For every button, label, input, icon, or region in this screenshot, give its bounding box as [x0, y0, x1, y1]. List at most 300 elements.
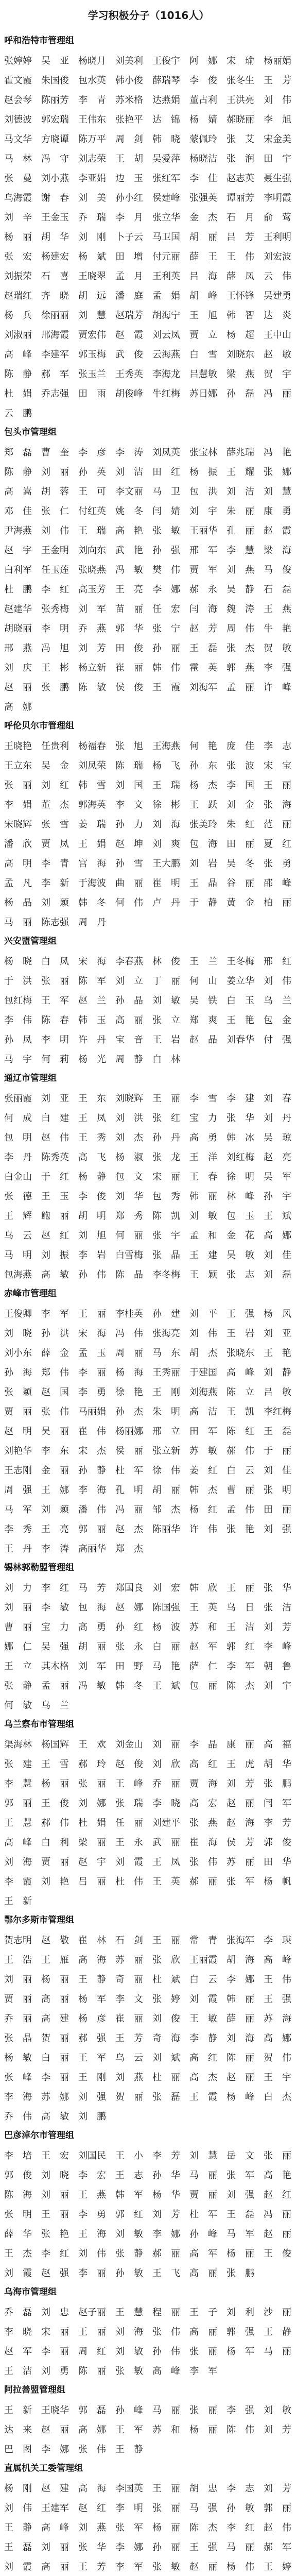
member-name: 刘小燕	[41, 173, 69, 184]
member-name: 梁海	[264, 545, 291, 556]
member-name: 刘静	[264, 1367, 291, 1378]
member-name: 张伟	[152, 2327, 180, 2337]
member-name: 付红英	[78, 506, 106, 517]
member-name: 宋丽	[152, 1172, 180, 1182]
member-name: 康勇	[264, 506, 291, 517]
member-name: 李红	[41, 584, 69, 595]
member-name: 薛丽	[226, 2013, 254, 2024]
member-name: 陈志强	[41, 917, 69, 928]
member-name: 徐明	[226, 1172, 254, 1182]
member-name: 霍英	[189, 663, 217, 673]
member-name: 张丽	[41, 976, 69, 987]
member-name: 赵丽	[226, 2072, 254, 2083]
member-name: 高艳	[264, 2170, 291, 2181]
member-name: 李强	[264, 663, 291, 673]
member-name: 陈晶	[115, 1269, 143, 1280]
member-name: 苏和	[189, 1622, 217, 1633]
member-name: 曹丽	[4, 1622, 32, 1633]
member-name: 白云	[189, 1974, 217, 1985]
member-name: 赵子丽	[78, 2307, 106, 2318]
member-name: 王虎	[226, 1759, 254, 1770]
member-name: 张曼	[4, 173, 32, 184]
member-name: 苏丽	[226, 1857, 254, 1868]
member-name: 赵敏	[264, 349, 291, 360]
member-name: 王海	[78, 2229, 106, 2240]
member-name: 张婷婷	[4, 56, 32, 66]
section-block	[4, 1715, 293, 1910]
member-name: 李明霞	[264, 193, 291, 204]
member-name: 金花	[226, 1230, 254, 1241]
member-name: 张鹏	[226, 2268, 254, 2279]
member-name: 梁燕	[226, 369, 254, 380]
member-name: 李东	[41, 1446, 69, 1456]
member-name: 郝强	[78, 2033, 106, 2044]
member-name: 张红军	[152, 173, 180, 184]
member-name: 许峰	[264, 682, 291, 693]
member-name: 郝永	[189, 584, 217, 595]
member-name: 刘佳	[264, 1465, 291, 1476]
member-name: 刘艳	[41, 1876, 69, 1887]
member-name: 郭燕	[226, 663, 254, 673]
member-name: 杨兵	[4, 310, 32, 321]
member-name: 李红	[41, 2248, 69, 2259]
member-name: 王丽华	[189, 526, 217, 536]
member-name: 刘颖	[41, 897, 69, 908]
member-name: 杨晓	[4, 956, 32, 967]
member-name: 武丽	[152, 1837, 180, 1848]
member-name: 宝力	[41, 1622, 69, 1633]
member-name: 邢燕	[4, 643, 32, 654]
member-name: 陈秀英	[41, 1152, 69, 1163]
member-name: 马强	[189, 2503, 217, 2514]
member-name: 高海	[78, 2483, 106, 2494]
member-name: 李俊	[78, 1191, 106, 1202]
member-name: 郭红	[115, 2209, 143, 2220]
member-name: 孙小红	[115, 193, 143, 204]
member-name: 王宏	[41, 2150, 69, 2161]
member-name: 赵坤	[115, 839, 143, 850]
member-name: 武俊	[115, 349, 143, 360]
member-name: 徐彬	[152, 800, 180, 810]
member-name: 付强	[264, 1035, 291, 1045]
member-name: 陈万平	[78, 134, 106, 145]
member-name: 王丹	[4, 1544, 32, 1554]
member-name: 李军	[41, 1309, 69, 1319]
member-name: 陈红	[226, 1426, 254, 1437]
member-name: 王利英	[152, 271, 180, 282]
member-name: 刘芳	[264, 2425, 291, 2435]
member-name: 李宏	[78, 2170, 106, 2181]
member-name: 白利军	[4, 565, 32, 575]
member-name: 李瑛	[264, 1935, 291, 1946]
member-name: 刘国民	[78, 2150, 106, 2161]
member-name: 王俊宇	[152, 56, 180, 66]
member-name: 朱丽	[226, 506, 254, 517]
member-name: 高玉芳	[78, 584, 106, 595]
member-name: 刘海	[115, 2327, 143, 2337]
member-name: 陈杰	[226, 1681, 254, 1691]
member-name: 俞莺	[264, 212, 291, 223]
member-name: 刘慧	[78, 310, 106, 321]
member-name: 张龙	[152, 1152, 180, 1163]
member-name: 韩冬	[115, 1681, 143, 1691]
member-name: 何伟	[115, 897, 143, 908]
member-name: 乌云	[115, 2053, 143, 2063]
member-name: 孟丽	[41, 1681, 69, 1691]
member-name: 李月	[115, 212, 143, 223]
member-name: 曹丽	[226, 1485, 254, 1496]
name-grid	[4, 1303, 293, 1558]
member-name: 田俊	[115, 643, 143, 654]
member-name: 朱明	[152, 1406, 180, 1417]
member-name: 张勇	[264, 858, 291, 869]
member-name: 杨丽	[41, 1778, 69, 1789]
member-name: 刘德波	[4, 114, 32, 125]
member-name: 武艳	[115, 545, 143, 556]
member-name: 王颖	[189, 1269, 217, 1280]
member-name: 陈静	[4, 467, 32, 478]
member-name: 许伟	[189, 1524, 217, 1535]
member-name: 高飞	[78, 1152, 106, 1163]
member-name: 李建军	[41, 349, 69, 360]
member-name: 付元丽	[152, 251, 180, 262]
name-grid	[4, 442, 293, 716]
member-name: 刘丽	[41, 2542, 69, 2553]
member-name: 白雪	[189, 349, 217, 360]
member-name: 刘旭	[78, 1230, 106, 1241]
member-name: 赵宇	[78, 1857, 106, 1868]
section-block	[4, 2380, 293, 2459]
member-name: 张艾	[226, 134, 254, 145]
member-name: 刘强	[78, 2092, 106, 2103]
member-name: 马丽	[264, 2346, 291, 2357]
member-name: 杜斌	[152, 1974, 180, 1985]
member-name: 薛王	[189, 251, 217, 262]
member-name: 刘春华	[226, 1035, 254, 1045]
member-name: 刘云凤	[152, 330, 180, 341]
member-name: 张敏	[152, 2562, 180, 2572]
section-header: 兴安盟管理组	[4, 936, 57, 946]
member-name: 张伟	[78, 2444, 106, 2455]
member-name: 王亮	[115, 584, 143, 595]
member-name: 王强	[226, 1309, 254, 1319]
member-name: 苏娜	[41, 2092, 69, 2103]
member-name: 张艳平	[115, 114, 143, 125]
member-name: 郝丽	[189, 1876, 217, 1887]
member-name: 周强	[4, 1485, 32, 1496]
member-name: 乔燕	[78, 623, 106, 634]
member-name: 郝军	[41, 369, 69, 380]
member-name: 赵明	[4, 1426, 32, 1437]
member-name: 刘建平	[152, 1818, 180, 1828]
member-name: 郝晓丽	[226, 114, 254, 125]
member-name: 高娜	[264, 1230, 291, 1241]
member-name: 刘亚	[41, 1093, 69, 1104]
member-name: 孙伟	[78, 1269, 106, 1280]
member-name: 贾立	[189, 330, 217, 341]
name-grid	[4, 2145, 293, 2282]
member-name: 王怀锋	[226, 291, 254, 301]
member-name: 贾丽	[4, 1994, 32, 2005]
member-name: 李文丽	[115, 486, 143, 497]
member-name: 赵霞	[264, 526, 291, 536]
member-name: 孟凡	[4, 878, 32, 889]
member-name: 王雪	[41, 1759, 69, 1770]
member-name: 王晓艳	[4, 741, 32, 752]
member-name: 乔磊	[4, 2307, 32, 2318]
member-name: 周丽	[115, 1348, 143, 1359]
member-name: 张立	[152, 1015, 180, 1026]
member-name: 高宏	[189, 1798, 217, 1809]
member-name: 高杰	[189, 2072, 217, 2083]
member-name: 牛艳	[264, 623, 291, 634]
member-name: 孙磊	[226, 388, 254, 399]
member-name: 刘丽	[152, 1739, 180, 1750]
section-header: 通辽市管理组	[4, 1073, 57, 1083]
member-name: 宋丽	[41, 2327, 69, 2337]
member-name: 孟伟	[226, 1504, 254, 1515]
member-name: 郭强	[226, 2327, 254, 2337]
member-name: 王大鹏	[152, 858, 180, 869]
member-name: 王燕	[78, 2190, 106, 2200]
member-name: 郝玲	[78, 1759, 106, 1770]
member-name: 杨丽	[226, 2248, 254, 2259]
member-name: 刘红	[41, 780, 69, 791]
member-name: 王娟	[78, 839, 106, 850]
section-block	[4, 1069, 293, 1284]
member-name: 赵强	[41, 2268, 69, 2279]
member-name: 刘霞	[4, 2562, 32, 2572]
member-name: 刘伟	[264, 95, 291, 106]
member-name: 马俊	[264, 565, 291, 575]
member-name: 渠海林	[4, 1739, 32, 1750]
member-name: 冯艳	[264, 447, 291, 458]
member-name: 孙东	[189, 760, 217, 771]
member-name: 杨斌	[78, 251, 106, 262]
member-name: 刘颖	[41, 1504, 69, 1515]
member-name: 郭俊	[264, 1837, 291, 1848]
member-name: 王辉	[4, 1211, 32, 1222]
member-name: 张艳	[226, 1524, 254, 1535]
member-name: 王芳	[115, 2033, 143, 2044]
member-name: 李岩	[78, 1250, 106, 1261]
member-name: 王强	[264, 1994, 291, 2005]
member-name: 高红	[189, 2053, 217, 2063]
member-name: 王静	[115, 2444, 143, 2455]
member-name: 孙丽	[152, 2542, 180, 2553]
member-name: 张仁	[41, 506, 69, 517]
member-name: 孙静	[78, 1465, 106, 1476]
member-name: 王志刚	[4, 1465, 32, 1476]
member-name: 胡华	[264, 1759, 291, 1770]
member-name: 张明	[4, 2209, 32, 2220]
member-name: 李强	[226, 2405, 254, 2416]
member-name: 苏海	[264, 2013, 291, 2024]
member-name: 李晶	[189, 1739, 217, 1750]
section-header: 锡林郭勒盟管理组	[4, 1563, 74, 1573]
member-name: 张洁	[264, 1602, 291, 1613]
member-name: 刘力	[4, 1583, 32, 1594]
member-name: 张玉兰	[78, 369, 106, 380]
member-name: 杨红	[189, 1504, 217, 1515]
member-name: 孙华	[152, 2170, 180, 2181]
member-name: 白丽	[152, 1641, 180, 1652]
member-name: 刘向东	[78, 545, 106, 556]
member-name: 王浩	[4, 1955, 32, 1965]
member-name: 崔明	[152, 878, 180, 889]
member-name: 韩雪	[78, 780, 106, 791]
member-name: 赵霞	[115, 330, 143, 341]
member-name: 张旭	[115, 741, 143, 752]
member-name: 张明	[264, 1485, 291, 1496]
member-name: 邢立	[152, 1426, 180, 1437]
member-name: 达燕娟	[152, 95, 180, 106]
member-name: 李志	[226, 2483, 254, 2494]
member-name: 乔丽	[152, 1778, 180, 1789]
member-name: 刘燕	[78, 2522, 106, 2533]
member-name: 高娜	[264, 2033, 291, 2044]
member-name: 刘伟	[4, 2503, 32, 2514]
member-name: 马卫国	[152, 232, 180, 243]
member-name: 王新	[4, 1896, 32, 1907]
member-name: 齐晓	[41, 291, 69, 301]
member-name: 刘俊	[152, 2013, 180, 2024]
member-name: 王晓华	[41, 2405, 69, 2416]
member-name: 赵红	[264, 2190, 291, 2200]
member-name: 张丽霞	[4, 1093, 32, 1104]
member-name: 王洁	[4, 2366, 32, 2377]
member-name: 张军	[226, 2170, 254, 2181]
member-name: 赵红	[78, 2503, 106, 2514]
member-name: 张海军	[226, 1935, 254, 1946]
member-name: 刘晓	[41, 2170, 69, 2181]
member-name: 贾宏伟	[78, 330, 106, 341]
member-name: 张晶	[152, 1250, 180, 1261]
member-name: 李霞	[4, 1876, 32, 1887]
member-name: 李俊	[189, 75, 217, 86]
member-name: 樊伟	[152, 565, 180, 575]
member-name: 王志	[115, 2170, 143, 2181]
member-name: 王慧	[115, 2307, 143, 2318]
member-name: 李伟	[4, 1015, 32, 1026]
member-name: 吕丽	[78, 1876, 106, 1887]
member-name: 柏丽	[264, 897, 291, 908]
member-name: 何成	[4, 1113, 32, 1124]
member-name: 杨刚	[4, 2483, 32, 2494]
member-name: 张立华	[152, 212, 180, 223]
member-name: 赵伟	[41, 1132, 69, 1143]
member-name: 王艳	[264, 1348, 291, 1359]
member-name: 吴金	[41, 760, 69, 771]
member-name: 张华	[264, 1583, 291, 1594]
member-name: 王可	[78, 486, 106, 497]
member-name: 王耀	[226, 467, 254, 478]
member-name: 张晶	[4, 2033, 32, 2044]
member-name: 郭丽	[4, 1798, 32, 1809]
member-name: 王瑞	[78, 526, 106, 536]
member-name: 夏红	[264, 839, 291, 850]
member-name: 宋瑜	[226, 56, 254, 66]
member-name: 王子	[189, 2307, 217, 2318]
member-name: 李彦	[78, 447, 106, 458]
member-name: 马军	[4, 1504, 32, 1515]
member-name: 宋宝	[264, 760, 291, 771]
member-name: 乌兰	[41, 1700, 69, 1711]
member-name: 李丽	[78, 1367, 106, 1378]
member-name: 周静	[115, 1054, 143, 1065]
member-name: 薛瑞琴	[152, 75, 180, 86]
member-name: 李雪	[189, 1093, 217, 1104]
member-name: 杨超	[226, 330, 254, 341]
member-name: 杨杰	[189, 780, 217, 791]
member-name: 吴琼	[264, 1132, 291, 1143]
member-name: 王凤	[152, 1857, 180, 1868]
member-name: 张军	[115, 2522, 143, 2533]
member-name: 宝音	[115, 1035, 143, 1045]
member-name: 姜瑞	[78, 819, 106, 830]
member-name: 苗丽	[115, 604, 143, 615]
member-name: 杜娟	[4, 388, 32, 399]
member-name: 王慧	[4, 1818, 32, 1828]
member-name: 石剑	[115, 1935, 143, 1946]
member-name: 萨仁	[189, 1661, 217, 1672]
member-name: 云伟	[264, 271, 291, 282]
member-name: 胡海宁	[152, 310, 180, 321]
name-grid	[4, 2400, 293, 2459]
member-name: 苏日娜	[189, 388, 217, 399]
member-name: 吴亚	[41, 56, 69, 66]
member-name: 潘庭	[115, 291, 143, 301]
member-name: 王艳	[226, 1015, 254, 1026]
member-name: 张永	[115, 1641, 143, 1652]
member-name: 张敏	[115, 2366, 143, 2377]
member-name: 王磊	[4, 2542, 32, 2553]
member-name: 李红梅	[264, 1406, 291, 1417]
member-name: 李娟	[4, 800, 32, 810]
member-name: 刘燕	[226, 565, 254, 575]
member-name: 贾凤	[41, 839, 69, 850]
member-name: 刘欣	[152, 1759, 180, 1770]
section-block	[4, 1284, 293, 1558]
member-name: 韩丽	[226, 1994, 254, 2005]
member-name: 孙敏	[226, 2503, 254, 2514]
member-name: 王中山	[264, 330, 291, 341]
member-name: 达锦	[152, 114, 180, 125]
member-name: 闫军	[264, 1798, 291, 1809]
member-name: 田丽	[226, 839, 254, 850]
member-name: 张立新	[152, 1446, 180, 1456]
member-name: 王峰	[115, 1778, 143, 1789]
member-name: 刘晓东	[226, 349, 254, 360]
member-name: 李慧	[226, 545, 254, 556]
member-name: 贾丽	[41, 1857, 69, 1868]
member-name: 孙宇	[264, 1191, 291, 1202]
member-name: 贾海	[189, 1778, 217, 1789]
member-name: 杨丽娟	[264, 56, 291, 66]
member-name: 胡峰	[189, 291, 217, 301]
member-name: 张晓东	[226, 1348, 254, 1359]
member-name: 王岩	[226, 1328, 254, 1339]
member-name: 孟和	[189, 1230, 217, 1241]
member-name: 朱红	[226, 819, 254, 830]
member-name: 张志	[226, 1269, 254, 1280]
member-name: 李春燕	[115, 956, 143, 967]
member-name: 金杰	[189, 212, 217, 223]
member-name: 贺丽	[115, 2092, 143, 2103]
member-name: 李娜	[41, 2444, 69, 2455]
member-name: 高峰	[264, 1955, 291, 1965]
member-name: 张宇	[152, 1230, 180, 1241]
